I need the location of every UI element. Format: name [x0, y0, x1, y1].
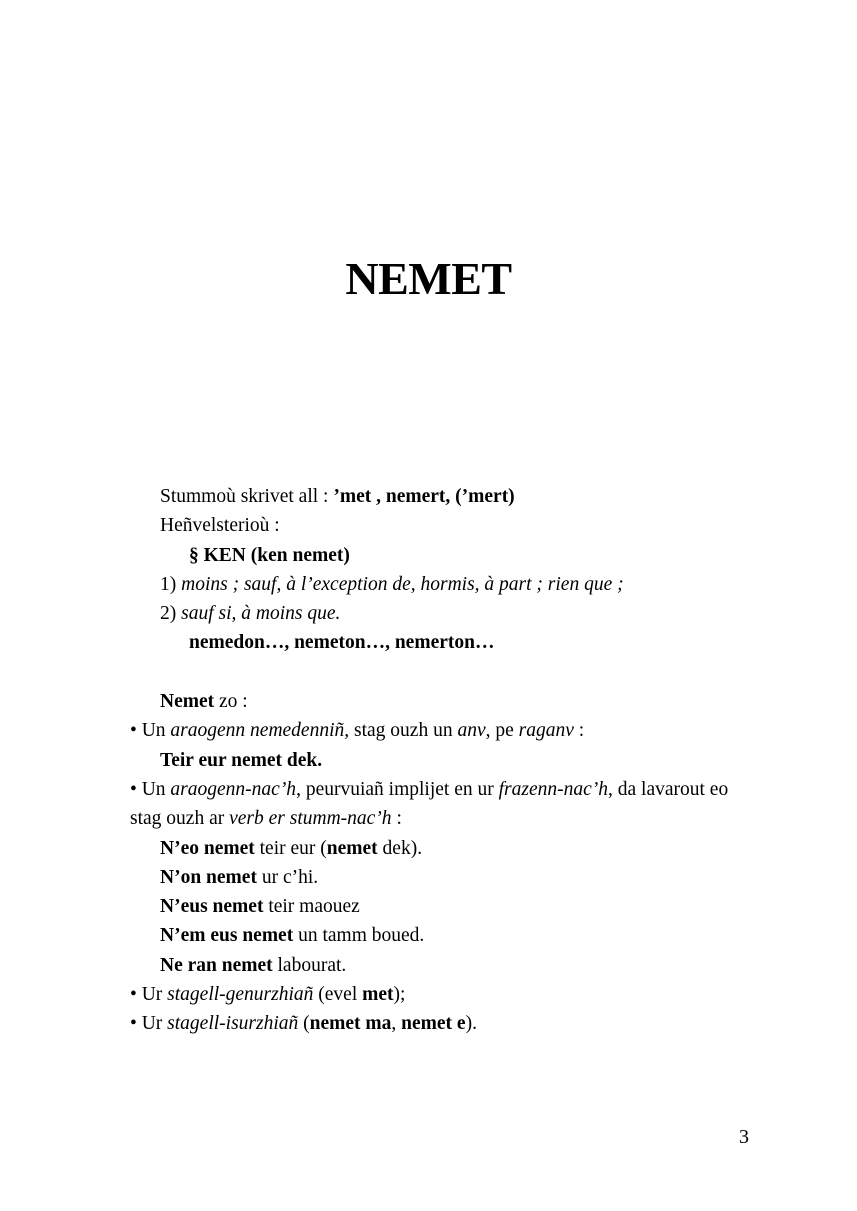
text: (	[298, 1013, 310, 1035]
sense-number: 1)	[160, 573, 182, 595]
page-number: 3	[739, 1126, 749, 1148]
entry-body	[130, 482, 760, 1039]
text: , pe	[485, 720, 519, 742]
text: • Un	[130, 720, 171, 742]
sense-number: 2)	[160, 603, 182, 625]
keyword: nemet e	[401, 1013, 466, 1035]
text: • Un	[130, 778, 171, 800]
example-text: Teir eur nemet dek.	[160, 749, 323, 771]
bullet-item	[130, 716, 760, 745]
text: , peurvuiañ implijet en ur	[296, 778, 499, 800]
term: stagell-isurzhiañ	[167, 1013, 299, 1035]
synonyms-label: Heñvelsterioù :	[160, 515, 280, 537]
example	[130, 921, 760, 950]
text: stag ouzh un	[349, 720, 458, 742]
variant-forms-line	[130, 482, 760, 511]
bullet-item	[130, 775, 760, 834]
example-text: labourat.	[272, 954, 347, 976]
bullet-item	[130, 980, 760, 1009]
example-text: teir eur (	[254, 837, 327, 859]
term: anv	[457, 720, 486, 742]
text: ,	[391, 1013, 402, 1035]
keyword: met	[362, 984, 394, 1006]
text: • Ur	[130, 984, 168, 1006]
spacer	[130, 658, 760, 687]
term: frazenn-nac’h	[498, 778, 609, 800]
term: araogenn nemedenniñ,	[170, 720, 350, 742]
variant-forms-label: Stummoù skrivet all :	[160, 486, 334, 507]
page-title: NEMET	[345, 253, 512, 304]
example	[130, 746, 760, 775]
bullet-item	[130, 1009, 760, 1038]
example-keyword: Ne ran nemet	[160, 954, 273, 976]
synonym-text: § KEN (ken nemet)	[189, 544, 350, 566]
example	[130, 834, 760, 863]
example	[130, 863, 760, 892]
conjugated-forms	[130, 628, 760, 657]
headword-ref: Nemet	[160, 691, 215, 713]
usage-intro-text: zo :	[214, 691, 248, 713]
keyword: nemet ma	[309, 1013, 392, 1035]
example-text: teir maouez	[263, 896, 360, 918]
example-text: ur c’hi.	[256, 866, 319, 888]
term: verb er stumm-nac’h	[229, 808, 392, 830]
text: , da lavarout eo stag ouzh ar	[130, 778, 729, 830]
variant-forms: ’met , nemert, (’mert)	[333, 486, 515, 507]
example-text: un tamm boued.	[293, 925, 425, 947]
example	[130, 951, 760, 980]
text: • Ur	[130, 1013, 168, 1035]
term: raganv	[518, 720, 574, 742]
example-keyword: N’on nemet	[160, 866, 257, 888]
text: :	[573, 720, 585, 742]
conjugated-forms-text: nemedon…, nemeton…, nemerton…	[189, 632, 495, 654]
example-keyword: N’em eus nemet	[160, 925, 294, 947]
sense-2	[130, 599, 760, 628]
text: (evel	[313, 984, 363, 1006]
example-text: dek).	[377, 837, 423, 859]
text: :	[391, 808, 402, 830]
sense-1	[130, 570, 760, 599]
term: stagell-genurzhiañ	[167, 984, 314, 1006]
example-keyword: N’eo nemet	[160, 837, 255, 859]
text: );	[393, 984, 406, 1006]
sense-text: moins ; sauf, à l’exception de, hormis, à part ; rien que ;	[181, 573, 624, 595]
example-keyword: N’eus nemet	[160, 896, 264, 918]
term: araogenn-nac’h	[170, 778, 297, 800]
synonym-entry	[130, 541, 760, 570]
usage-intro	[130, 687, 760, 716]
text: ).	[465, 1013, 477, 1035]
example	[130, 892, 760, 921]
example-keyword: nemet	[326, 837, 378, 859]
sense-text: sauf si, à moins que.	[181, 603, 341, 625]
